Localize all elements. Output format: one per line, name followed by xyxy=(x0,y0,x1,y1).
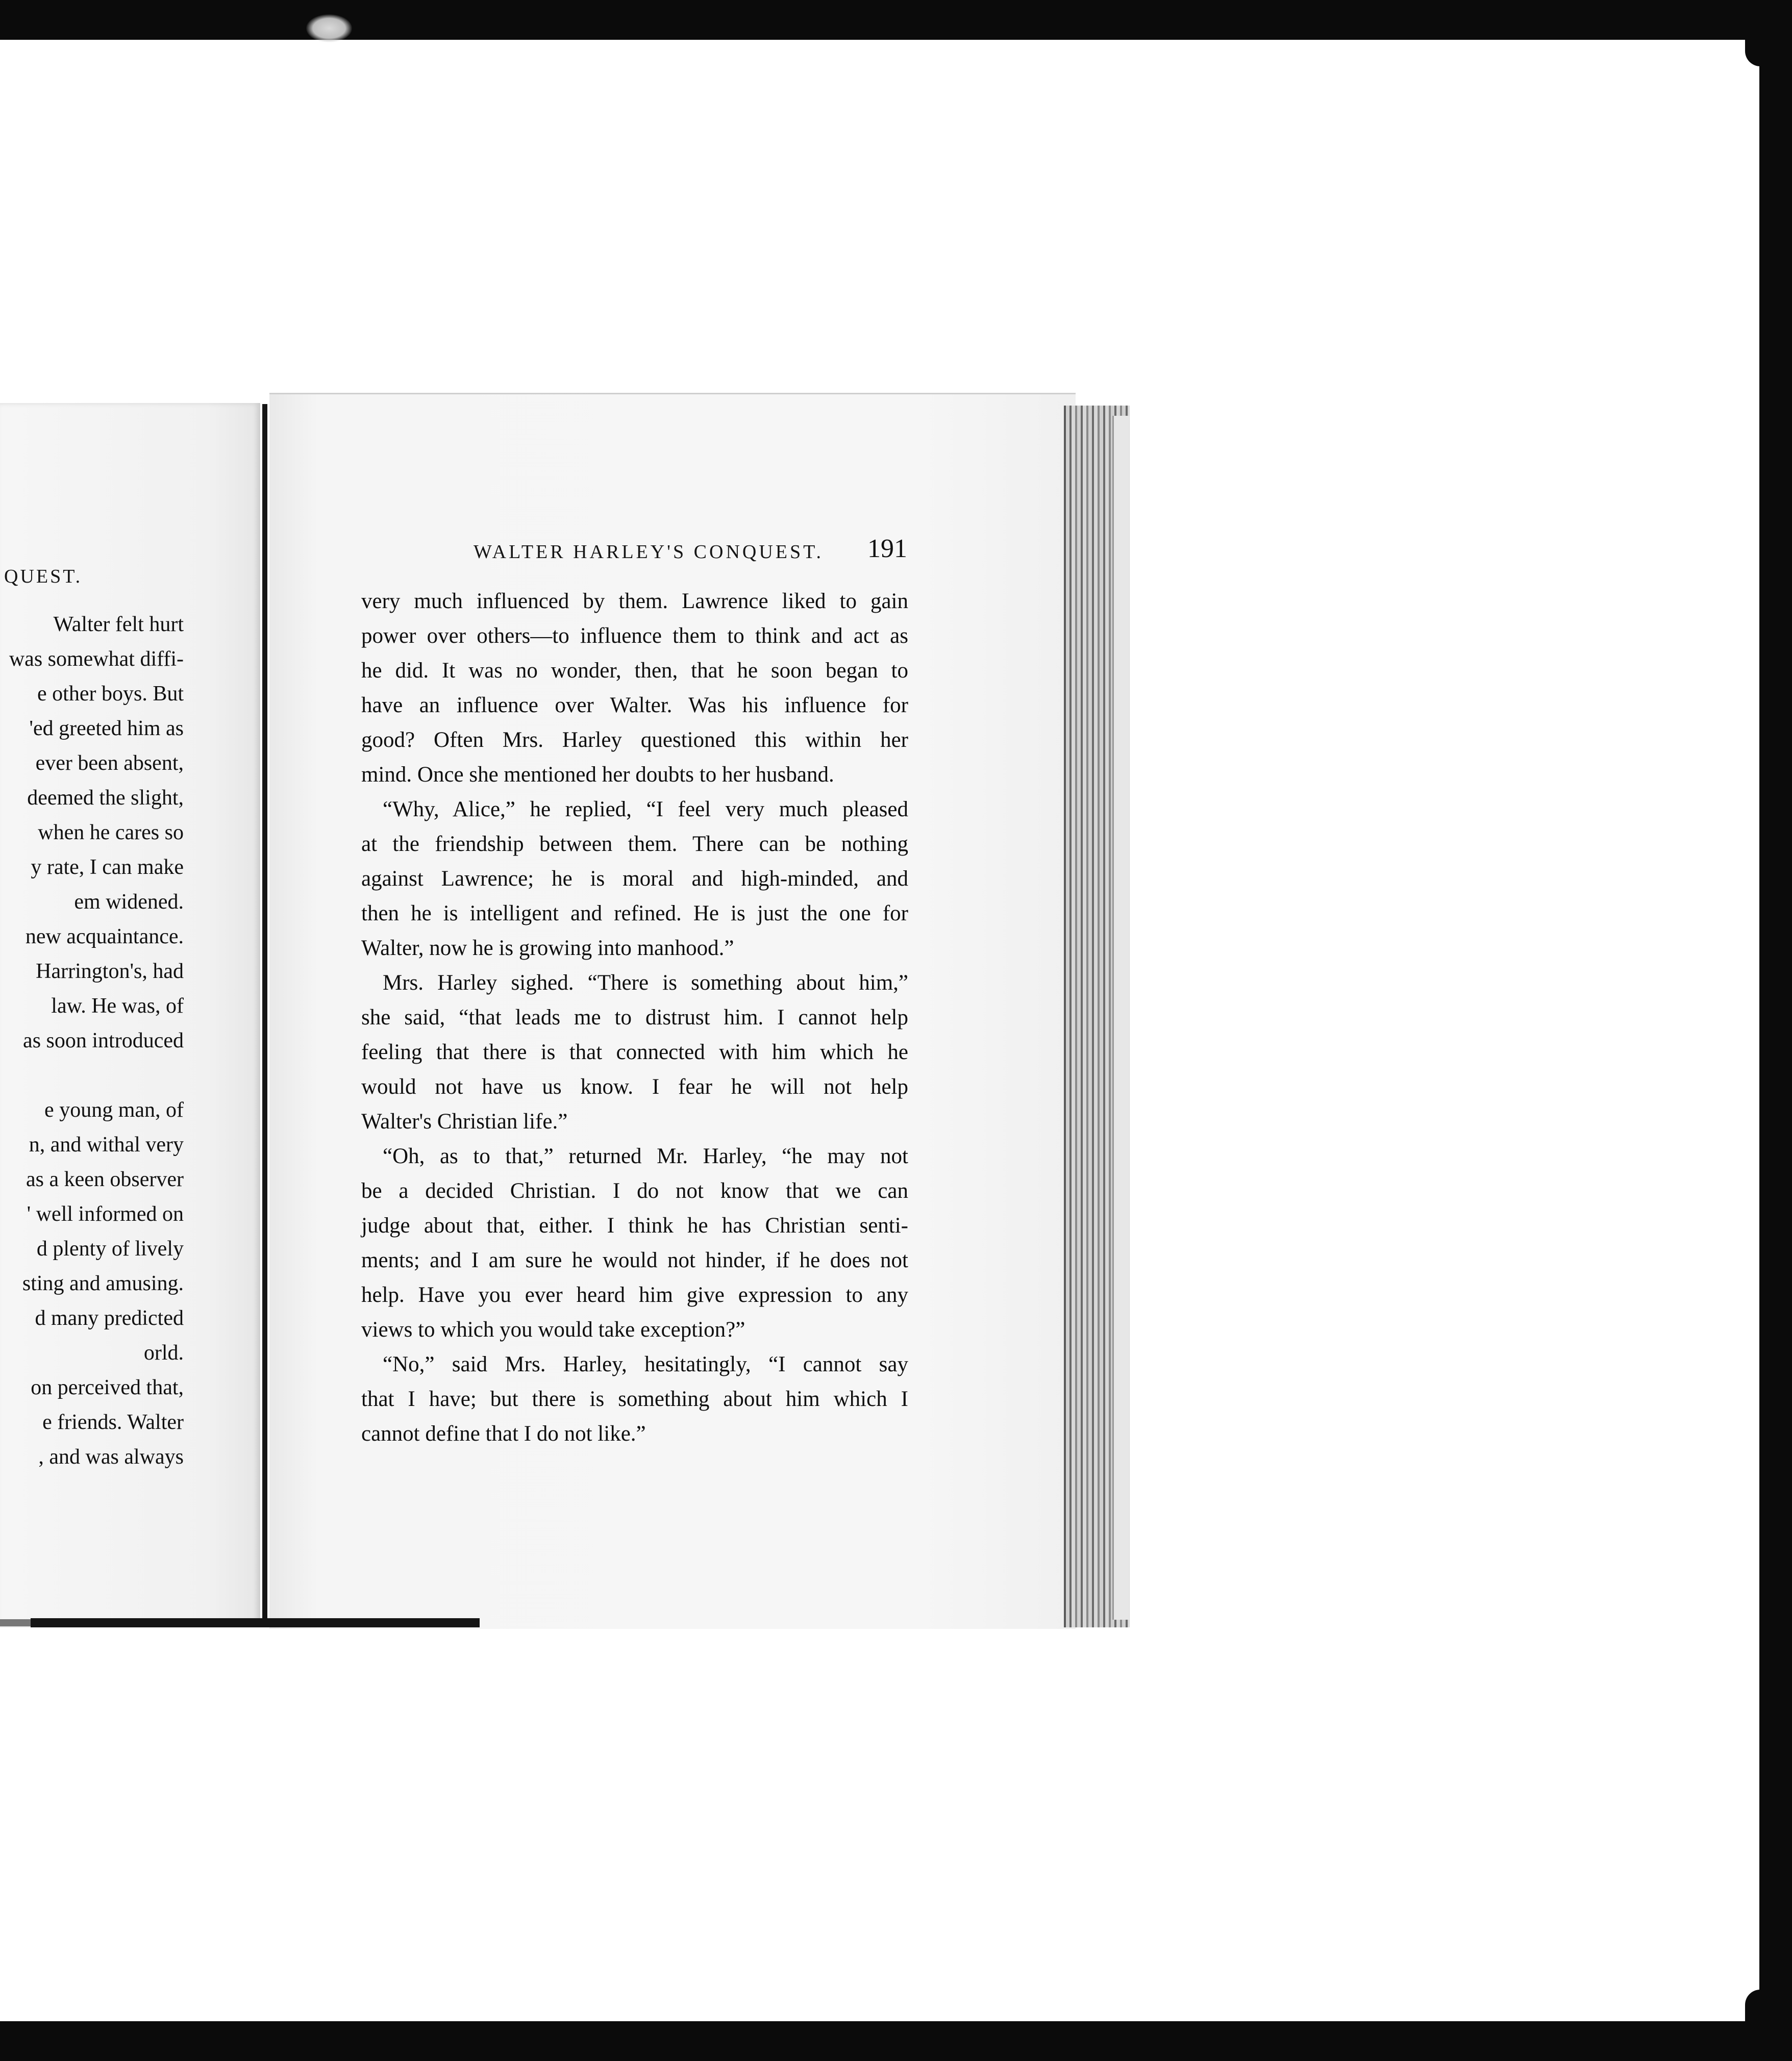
text-line: “Why, Alice,” he replied, “I feel very much pleased xyxy=(383,797,908,821)
page-bottom-shadow xyxy=(0,1619,31,1626)
frame-corner-top xyxy=(1745,36,1765,66)
book-gutter xyxy=(262,404,267,1618)
text-line: mind. Once she mentioned her doubts to her husband. xyxy=(361,763,834,787)
text-line: against Lawrence; he is moral and high-minded, and xyxy=(361,867,908,891)
text-line: judge about that, either. I think he has Christian senti- xyxy=(361,1214,908,1238)
frame-right-border xyxy=(1759,0,1792,2061)
left-page xyxy=(0,403,260,1627)
text-line: when he cares so xyxy=(38,821,184,844)
text-line: on perceived that, xyxy=(31,1376,184,1399)
text-line: be a decided Christian. I do not know that we can xyxy=(361,1179,908,1203)
text-line: 'ed greeted him as xyxy=(29,717,184,740)
text-line: Walter's Christian life.” xyxy=(361,1110,568,1134)
frame-bottom-border xyxy=(0,2021,1792,2061)
text-line: as soon introduced xyxy=(23,1029,184,1052)
text-line: good? Often Mrs. Harley questioned this within her xyxy=(361,728,908,752)
text-line: help. Have you ever heard him give expression to any xyxy=(361,1283,908,1307)
frame-corner-bottom xyxy=(1745,1990,1765,2025)
text-line: then he is intelligent and refined. He is just the one for xyxy=(361,901,908,925)
text-line: e other boys. But xyxy=(37,682,184,706)
text-line: ments; and I am sure he would not hinder, if he does not xyxy=(361,1248,908,1272)
text-line: feeling that there is that connected with him which he xyxy=(361,1040,908,1064)
open-book xyxy=(0,393,1128,1627)
left-running-head: QUEST. xyxy=(4,566,83,587)
text-line: orld. xyxy=(143,1341,184,1365)
text-line: he did. It was no wonder, then, that he soon began to xyxy=(361,659,908,683)
text-line: em widened. xyxy=(74,890,184,914)
text-line: , and was always xyxy=(38,1445,184,1469)
cover-edge xyxy=(1112,416,1129,1620)
text-line: Harrington's, had xyxy=(36,960,184,983)
text-line: n, and withal very xyxy=(29,1133,184,1157)
text-line: would not have us know. I fear he will not help xyxy=(361,1075,908,1099)
text-line: very much influenced by them. Lawrence liked to gain xyxy=(361,589,908,613)
film-smudge xyxy=(306,14,352,42)
text-line: power over others—to influence them to think and act as xyxy=(361,624,908,648)
text-line: Walter felt hurt xyxy=(53,613,184,636)
page-number: 191 xyxy=(867,534,907,563)
text-line: that I have; but there is something about him which I xyxy=(361,1387,908,1411)
text-line: views to which you would take exception?” xyxy=(361,1318,745,1342)
text-line: law. He was, of xyxy=(51,994,184,1018)
text-line: at the friendship between them. There can be nothing xyxy=(361,832,908,856)
text-line: e young man, of xyxy=(44,1098,184,1122)
text-line: was somewhat diffi- xyxy=(9,647,184,671)
text-line: ' well informed on xyxy=(27,1202,184,1226)
text-line: ever been absent, xyxy=(35,751,184,775)
text-line: as a keen observer xyxy=(26,1168,184,1191)
text-line: have an influence over Walter. Was his influence for xyxy=(361,693,908,717)
text-line: “No,” said Mrs. Harley, hesitatingly, “I cannot say xyxy=(383,1352,908,1376)
running-head: WALTER HARLEY'S CONQUEST. xyxy=(474,541,824,563)
text-line: “Oh, as to that,” returned Mr. Harley, “he may not xyxy=(383,1144,908,1168)
text-line: deemed the slight, xyxy=(27,786,184,810)
book-bottom-edge xyxy=(31,1618,480,1627)
text-line: Mrs. Harley sighed. “There is something about him,” xyxy=(383,971,908,995)
text-line: d many predicted xyxy=(35,1306,184,1330)
text-line: she said, “that leads me to distrust him. I cannot help xyxy=(361,1006,908,1029)
text-line: cannot define that I do not like.” xyxy=(361,1422,646,1446)
text-line: d plenty of lively xyxy=(36,1237,184,1261)
right-page-text xyxy=(361,584,908,1451)
frame-top-border xyxy=(0,0,1792,40)
text-line: new acquaintance. xyxy=(25,925,184,948)
text-line xyxy=(0,1058,184,1093)
text-line: sting and amusing. xyxy=(22,1272,184,1295)
text-line: e friends. Walter xyxy=(42,1411,184,1434)
text-line: Walter, now he is growing into manhood.” xyxy=(361,936,734,960)
text-line: y rate, I can make xyxy=(31,856,184,879)
left-page-text xyxy=(0,607,184,1474)
